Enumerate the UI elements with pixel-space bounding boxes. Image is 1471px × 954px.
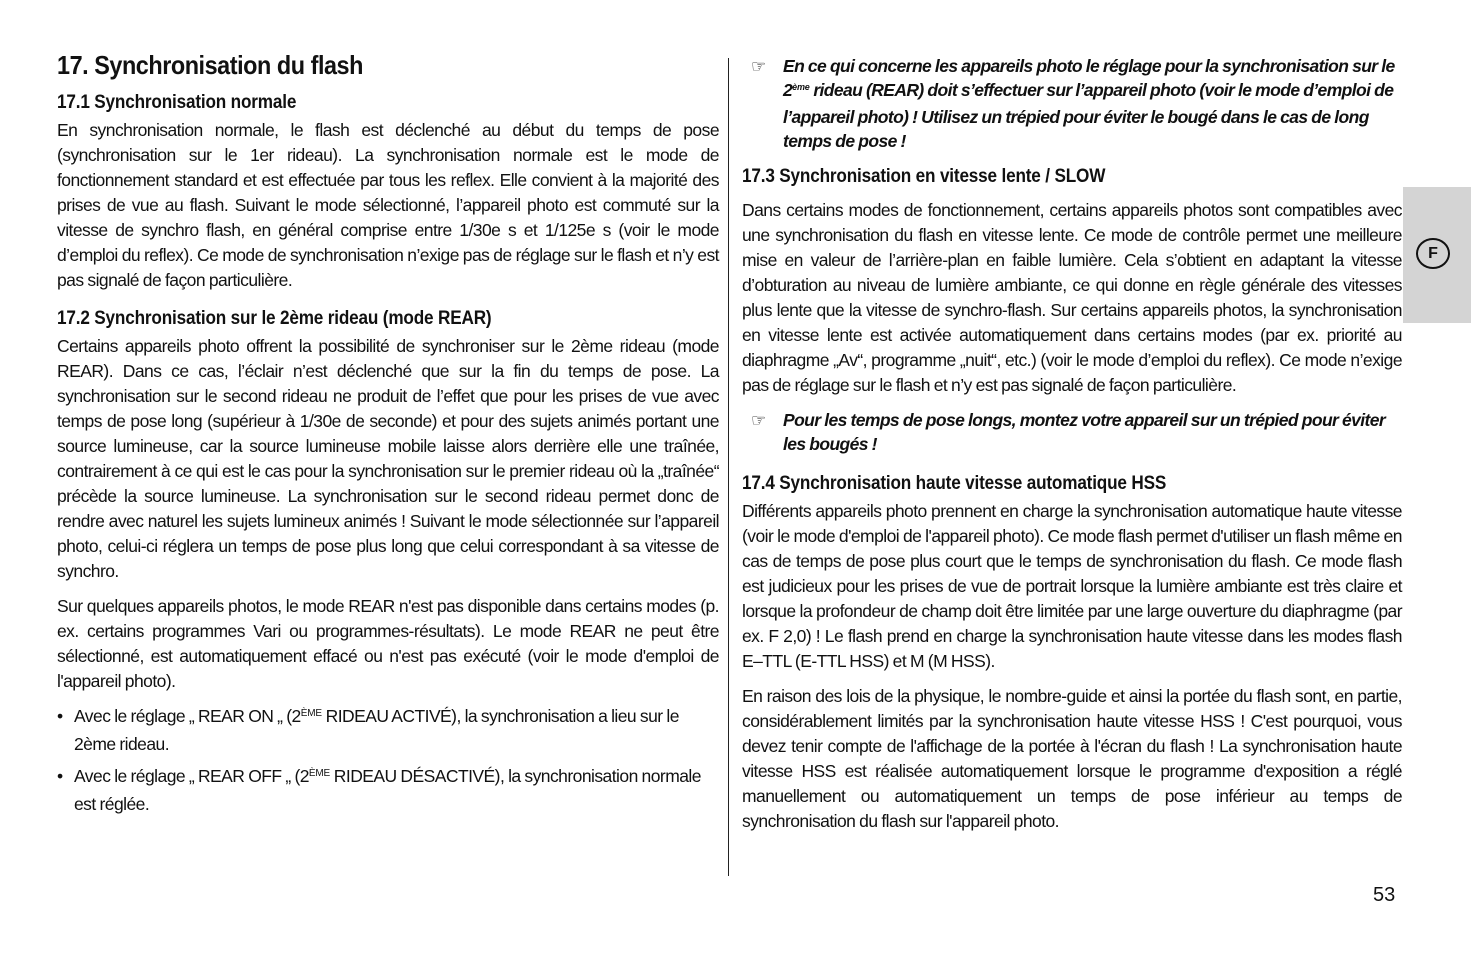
list-item: • Avec le réglage „ REAR ON „ (2ÈME RIDEAU ACTIVÉ), la synchronisation a lieu sur le 2ème rideau. bbox=[57, 706, 679, 754]
rear-note: ☞ En ce qui concerne les appareils photo le réglage pour la synchronisation sur le 2ème rideau (REAR) doit s’effectuer sur l’appareil photo (voir le mode d’emploi de l’appareil photo) ! Utilisez un trépied pour éviter le bougé dans le cas de long temps de pose ! bbox=[751, 56, 1395, 151]
bullet-icon: • bbox=[57, 706, 63, 726]
page-title: 17. Synchronisation du flash bbox=[57, 50, 363, 80]
section-17-4-text: Différents appareils photo prennent en charge la synchronisation automatique haute vitesse (voir le mode d'emploi de l'appareil photo). Ce mode flash permet d'utiliser un flash même en cas de temps de pose plus court que le temps de synchronisation du flash. Ce mode flash est judicieux pour les prises de vue de portrait lorsque la lumière ambiante est très claire et lorsque la profondeur de champ doit être limitée par une large ouverture du diaphragme (par ex. F 2,0) ! Le flash prend en charge la synchronisation haute vitesse dans les modes flash E–TTL (E-TTL HSS) et M (M HSS). bbox=[742, 501, 1402, 671]
section-17-4-heading: 17.4 Synchronisation haute vitesse automatique HSS bbox=[742, 472, 1167, 494]
pointing-hand-icon: ☞ bbox=[751, 411, 766, 430]
language-badge: F bbox=[1416, 238, 1450, 269]
section-17-2-text-2: Sur quelques appareils photos, le mode REAR n'est pas disponible dans certains modes (p. ex. certains programmes Vari ou programmes-résultats). Le mode REAR ne peut être sélectionné, est automatiquement effacé ou n'est pas exécuté (voir le mode d'emploi de l'appareil photo). bbox=[57, 596, 719, 691]
section-17-1-heading: 17.1 Synchronisation normale bbox=[57, 91, 297, 113]
list-item: • Avec le réglage „ REAR OFF „ (2ÈME RIDEAU DÉSACTIVÉ), la synchronisation normale est réglée. bbox=[57, 766, 701, 814]
section-17-2-heading: 17.2 Synchronisation sur le 2ème rideau (mode REAR) bbox=[57, 307, 492, 329]
right-column bbox=[742, 50, 1402, 844]
section-17-3-heading: 17.3 Synchronisation en vitesse lente / SLOW bbox=[742, 165, 1106, 187]
section-17-2-text: Certains appareils photo offrent la possibilité de synchroniser sur le 2ème rideau (mode REAR). Dans ce cas, l’éclair n’est déclenché que sur la fin du temps de pose. La synchronisation sur le second rideau ne produit de l’effet que pour les prises de vue avec temps de pose long (supérieur à 1/30e de seconde) et pour des sujets animés portant une source lumineuse, car la source lumineuse mobile laisse alors derrière elle une traînée, contrairement à ce qui est le cas pour la synchronisation sur le premier rideau où la „traînée“ précède la source lumineuse. La synchronisation sur le second rideau permet donc de rendre avec naturel les sujets lumineux animés ! Suivant le mode sélectionnée sur l’appareil photo, celui-ci réglera un temps de pose plus long que celui correspondant à sa vitesse de synchro. bbox=[57, 336, 719, 581]
tripod-note: ☞ Pour les temps de pose longs, montez votre appareil sur un trépied pour éviter les bougés ! bbox=[751, 410, 1386, 454]
section-17-1-text: En synchronisation normale, le flash est déclenché au début du temps de pose (synchronisation sur le 1er rideau). La synchronisation normale est le mode de fonctionnement standard et est effectuée par tous les reflex. Elle convient à la majorité des prises de vue au flash. Suivant le mode sélectionné, l’appareil photo est commuté sur la vitesse de synchro flash, en général comprise entre 1/30e s et 1/125e s (voir le mode d’emploi du reflex). Ce mode de synchronisation n’exige pas de réglage sur le flash et n’y est pas signalé de façon particulière. bbox=[57, 120, 719, 290]
language-tab bbox=[1403, 187, 1471, 323]
section-17-3-text: Dans certains modes de fonctionnement, certains appareils photos sont compatibles avec une synchronisation du flash en vitesse lente. Ce mode de contrôle permet une meilleure mise en valeur de l’arrière-plan en faible lumière. Cela s’obtient en adaptant la vitesse d’obturation au niveau de lumière ambiante, ce qui donne en règle générale des vitesses plus lente que la vitesse de synchro-flash. Sur certains appareils photos, la synchronisation en vitesse lente est activée automatiquement dans certains modes (par ex. priorité au diaphragme „Av“, programme „nuit“, etc.) (voir le mode d’emploi du reflex). Ce mode n’exige pas de réglage sur le flash et n’y est pas signalé de façon particulière. bbox=[742, 200, 1402, 395]
column-divider bbox=[728, 58, 729, 876]
bullet-icon: • bbox=[57, 766, 63, 786]
left-column bbox=[57, 50, 719, 824]
rear-mode-list bbox=[57, 704, 719, 817]
page-number: 53 bbox=[1373, 884, 1396, 906]
pointing-hand-icon: ☞ bbox=[751, 57, 766, 76]
section-17-4-text-2: En raison des lois de la physique, le nombre-guide et ainsi la portée du flash sont, en partie, considérablement limités par la synchronisation haute vitesse HSS ! C'est pourquoi, vous devez tenir compte de l'affichage de la portée à l'écran du flash ! La synchronisation haute vitesse HSS est réalisée automatiquement lorsque le programme d'exposition a réglé manuellement ou automatiquement un temps de pose inférieur au temps de synchronisation du flash sur l'appareil photo. bbox=[742, 686, 1402, 831]
